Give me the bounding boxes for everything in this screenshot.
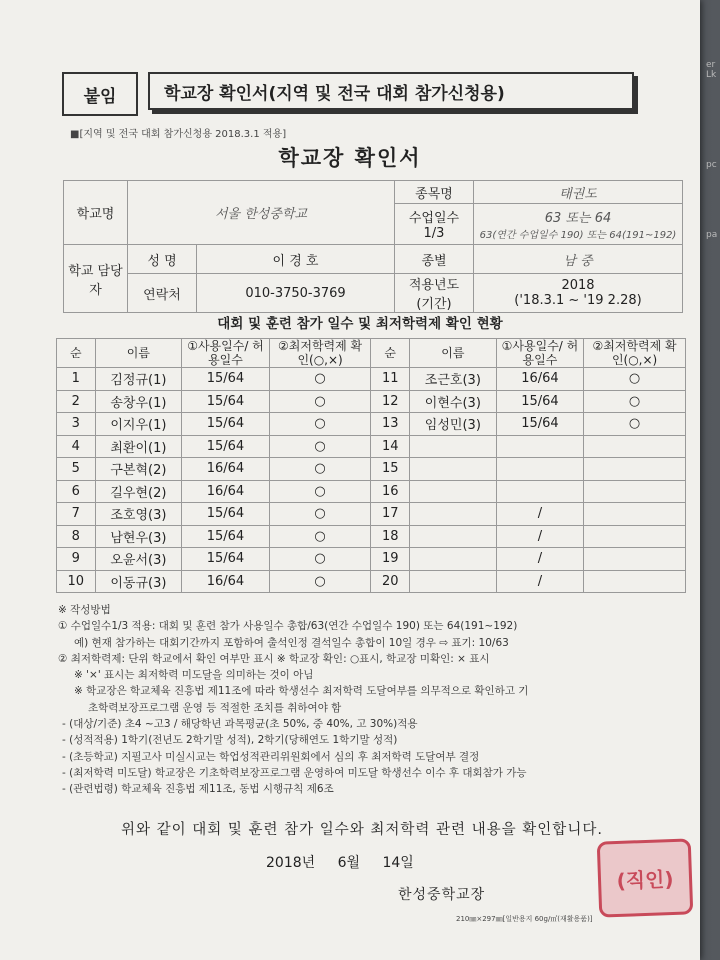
cell-seq: 8: [57, 525, 96, 548]
cell-check: ○: [269, 435, 371, 458]
note-line: - (최저학력 미도달) 학교장은 기초학력보장프로그램 운영하여 미도달 학생선수 이수 후 대회참가 가능: [62, 766, 527, 779]
background-text: pc: [706, 160, 717, 170]
info-table: [63, 180, 683, 313]
header-cell: 순: [57, 339, 96, 368]
cell-check: ○: [269, 413, 371, 436]
note-line: - (관련법령) 학교체육 진흥법 제11조, 동법 시행규칙 제6조: [62, 783, 334, 796]
cell-name: 송창우(1): [95, 390, 182, 413]
form-note: ■[지역 및 전국 대회 참가신청용 2018.3.1 적용]: [70, 129, 287, 140]
cell-name: 이동규(3): [95, 570, 182, 593]
cell-check: [584, 570, 686, 593]
note-line: 초학력보장프로그램 운영 등 적절한 조치를 취하여야 함: [88, 701, 342, 714]
name-value: 이 경 호: [197, 245, 395, 274]
header-cell: ②최저학력제 확인(○,×): [269, 339, 371, 368]
days-label: 수업일수 1/3: [395, 204, 474, 245]
cell-seq: 4: [57, 435, 96, 458]
cell-seq: 18: [371, 525, 410, 548]
cell-check: [584, 503, 686, 526]
cell-days: 15/64: [182, 503, 269, 526]
cell-days: 16/64: [182, 458, 269, 481]
note-line: 예) 현재 참가하는 대회기간까지 포함하여 출석인정 결석일수 총합이 10일 경우 ⇨ 표기: 10/63: [74, 636, 509, 649]
cell-check: ○: [269, 458, 371, 481]
note-line: - (성적적용) 1학기(전년도 2학기말 성적), 2학기(당해연도 1학기말 성적): [62, 734, 398, 747]
cell-days: [496, 480, 583, 503]
cell-seq: 16: [371, 480, 410, 503]
gender-value: 남 중: [474, 245, 683, 274]
header-cell: ①사용일수/ 허용일수: [182, 339, 269, 368]
cell-seq: 17: [371, 503, 410, 526]
cell-check: ○: [269, 390, 371, 413]
note-line: ① 수업일수1/3 적용: 대회 및 훈련 참가 사용일수 총합/63(연간 수업일수 190) 또는 64(191~192): [58, 620, 518, 633]
cell-days: 15/64: [182, 390, 269, 413]
cell-days: 15/64: [182, 525, 269, 548]
contact-value: 010-3750-3769: [197, 274, 395, 313]
cell-check: ○: [584, 390, 686, 413]
cell-name: [409, 570, 496, 593]
background-text: er Lk: [706, 60, 717, 80]
cell-days: 15/64: [496, 413, 583, 436]
confirmation-text: 위와 같이 대회 및 훈련 참가 일수와 최저학력 관련 내용을 확인합니다.: [121, 822, 603, 838]
cell-seq: 3: [57, 413, 96, 436]
instructions: [58, 602, 690, 798]
school-name: 서울 한성중학교: [128, 181, 395, 245]
section-title: 대회 및 훈련 참가 일수 및 최저학력제 확인 현황: [217, 316, 503, 332]
official-seal: [597, 838, 694, 917]
cell-check: ○: [584, 368, 686, 391]
cell-name: 길우현(2): [95, 480, 182, 503]
cell-name: [409, 548, 496, 571]
cell-name: 조호영(3): [95, 503, 182, 526]
event-value: 태권도: [474, 181, 683, 204]
cell-name: 조근호(3): [409, 368, 496, 391]
cell-name: 임성민(3): [409, 413, 496, 436]
name-label: 성 명: [128, 245, 197, 274]
cell-days: [496, 435, 583, 458]
cell-check: [584, 525, 686, 548]
cell-days: /: [496, 548, 583, 571]
cell-days: 15/64: [182, 368, 269, 391]
cell-check: ○: [269, 570, 371, 593]
note-line: ※ 학교장은 학교체육 진흥법 제11조에 따라 학생선수 최저학력 도달여부를 의무적으로 확인하고 기: [74, 685, 529, 698]
cell-days: 16/64: [182, 570, 269, 593]
cell-seq: 7: [57, 503, 96, 526]
cell-seq: 12: [371, 390, 410, 413]
cell-check: [584, 435, 686, 458]
days-note: 63(연간 수업일수 190) 또는 64(191~192): [479, 230, 677, 241]
cell-seq: 5: [57, 458, 96, 481]
cell-name: 이지우(1): [95, 413, 182, 436]
cell-check: [584, 548, 686, 571]
background-text: pa: [706, 230, 718, 240]
cell-days: 16/64: [182, 480, 269, 503]
cell-seq: 15: [371, 458, 410, 481]
note-line: ※ 작성방법: [58, 604, 111, 616]
table-row: [57, 503, 686, 526]
cell-days: 15/64: [496, 390, 583, 413]
cell-check: ○: [269, 503, 371, 526]
cell-seq: 6: [57, 480, 96, 503]
table-row: [57, 548, 686, 571]
cell-name: [409, 480, 496, 503]
cell-days: /: [496, 570, 583, 593]
cell-seq: 11: [371, 368, 410, 391]
note-line: ② 최저학력제: 단위 학교에서 확인 여부만 표시 ※ 학교장 확인: ○표시, 학교장 미확인: × 표시: [58, 652, 490, 665]
cell-name: [409, 503, 496, 526]
cell-check: ○: [269, 525, 371, 548]
table-row: [57, 368, 686, 391]
cell-name: 구본혁(2): [95, 458, 182, 481]
contact-label: 연락처: [128, 274, 197, 313]
cell-days: 15/64: [182, 435, 269, 458]
cell-days: 16/64: [496, 368, 583, 391]
table-row: [57, 458, 686, 481]
cell-seq: 2: [57, 390, 96, 413]
form-title-box: 학교장 확인서(지역 및 전국 대회 참가신청용): [148, 72, 634, 110]
attachment-tag: 붙임: [62, 72, 138, 116]
note-line: ※ '×' 표시는 최저학력 미도달을 의미하는 것이 아님: [74, 669, 314, 682]
year-value: 2018: [561, 278, 595, 293]
cell-days: 15/64: [182, 548, 269, 571]
paper-spec-footer: 210㎜×297㎜[일반용지 60g/㎡(재활용품)]: [456, 915, 593, 923]
table-row: [57, 570, 686, 593]
person-label: 학교 담당자: [64, 245, 128, 313]
cell-check: ○: [269, 480, 371, 503]
cell-name: 이현수(3): [409, 390, 496, 413]
period-value: ('18.3.1 ~ '19 2.28): [514, 293, 642, 308]
signing-date: 2018년 6월 14일: [266, 855, 414, 871]
cell-seq: 20: [371, 570, 410, 593]
cell-check: ○: [584, 413, 686, 436]
cell-days: /: [496, 525, 583, 548]
school-label: 학교명: [64, 181, 128, 245]
cell-days: /: [496, 503, 583, 526]
header-cell: 이름: [95, 339, 182, 368]
event-label: 종목명: [395, 181, 474, 204]
cell-check: [584, 458, 686, 481]
cell-name: [409, 458, 496, 481]
cell-check: ○: [269, 368, 371, 391]
cell-name: 최환이(1): [95, 435, 182, 458]
cell-days: 15/64: [182, 413, 269, 436]
document-title: 학교장 확인서: [278, 146, 422, 170]
note-line: - (초등학교) 지필고사 미실시교는 학업성적관리위원회에서 심의 후 최저학력 도달여부 결정: [62, 750, 480, 763]
cell-seq: 19: [371, 548, 410, 571]
table-row: [57, 525, 686, 548]
days-value: 63 또는 64: [544, 211, 612, 226]
header-cell: 이름: [409, 339, 496, 368]
cell-name: [409, 435, 496, 458]
cell-name: 김정규(1): [95, 368, 182, 391]
cell-seq: 1: [57, 368, 96, 391]
table-row: [57, 390, 686, 413]
cell-name: 오윤서(3): [95, 548, 182, 571]
cell-seq: 14: [371, 435, 410, 458]
cell-name: [409, 525, 496, 548]
header-cell: ②최저학력제 확인(○,×): [584, 339, 686, 368]
cell-seq: 13: [371, 413, 410, 436]
roster-table: [56, 338, 686, 593]
cell-days: [496, 458, 583, 481]
header-cell: 순: [371, 339, 410, 368]
table-row: [57, 480, 686, 503]
table-row: [57, 435, 686, 458]
cell-check: ○: [269, 548, 371, 571]
header-cell: ①사용일수/ 허용일수: [496, 339, 583, 368]
note-line: - (대상/기준) 초4 ~고3 / 해당학년 과목평균(초 50%, 중 40%, 고 30%)적용: [62, 718, 418, 731]
signer-name: 한성중학교장: [398, 887, 486, 903]
cell-seq: 10: [57, 570, 96, 593]
cell-check: [584, 480, 686, 503]
cell-seq: 9: [57, 548, 96, 571]
seal-label: (직인): [616, 866, 674, 893]
gender-label: 종별: [395, 245, 474, 274]
table-row: [57, 413, 686, 436]
year-label: 적용년도 (기간): [395, 274, 474, 313]
cell-name: 남현우(3): [95, 525, 182, 548]
